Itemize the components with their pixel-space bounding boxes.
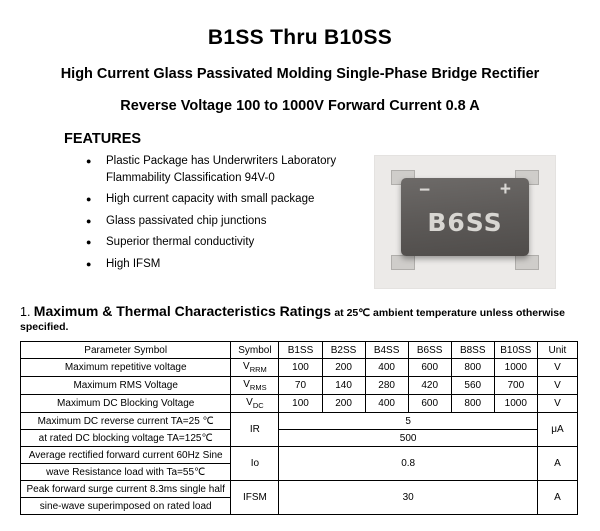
column-header: B1SS: [279, 342, 322, 359]
list-item: [86, 153, 344, 186]
plus-polarity-icon: +: [499, 179, 511, 200]
parameter-cell: wave Resistance load with Ta=55℃: [21, 464, 231, 481]
section-number: 1.: [20, 305, 31, 319]
feature-line: ● Plastic Package has Underwriters Laboratory: [106, 155, 337, 167]
features-and-photo: [14, 153, 586, 289]
value-cell: 100: [279, 359, 322, 377]
parameter-cell: at rated DC blocking voltage TA=125℃: [21, 430, 231, 447]
list-item: [86, 256, 344, 273]
symbol-cell: IR: [231, 413, 279, 447]
value-cell: 700: [494, 377, 537, 395]
symbol-cell: IFSM: [231, 481, 279, 515]
column-header: B6SS: [408, 342, 451, 359]
minus-polarity-icon: −: [419, 180, 431, 201]
value-cell: 600: [408, 395, 451, 413]
column-header: B2SS: [322, 342, 365, 359]
features-heading: FEATURES: [64, 131, 142, 147]
parameter-cell: Maximum DC Blocking Voltage: [21, 395, 231, 413]
value-cell: 560: [451, 377, 494, 395]
value-cell: 800: [451, 395, 494, 413]
value-cell: 420: [408, 377, 451, 395]
parameter-cell: Maximum RMS Voltage: [21, 377, 231, 395]
parameter-cell: sine-wave superimposed on rated load: [21, 498, 231, 515]
feature-line: Flammability Classification 94V-0: [106, 171, 275, 184]
page-title: B1SS Thru B10SS: [207, 26, 393, 49]
value-cell: 140: [322, 377, 365, 395]
page-subtitle-ratings: Reverse Voltage 100 to 1000V Forward Current 0.8 A: [120, 98, 480, 114]
symbol-cell: [231, 359, 279, 377]
unit-cell: μA: [537, 413, 577, 447]
product-photo-wrap: [344, 153, 586, 289]
unit-cell: A: [537, 481, 577, 515]
features-list: [86, 153, 344, 272]
value-cell: 1000: [494, 395, 537, 413]
list-item: [86, 213, 344, 230]
feature-line: ● Glass passivated chip junctions: [106, 214, 267, 227]
unit-cell: V: [537, 377, 577, 395]
column-header: Unit: [537, 342, 577, 359]
value-cell: 400: [365, 395, 408, 413]
symbol-text: V: [246, 397, 253, 408]
section-title: Maximum & Thermal Characteristics Ratings: [33, 303, 331, 319]
table-row: [21, 413, 578, 430]
page-subtitle: High Current Glass Passivated Molding Single-Phase Bridge Rectifier: [60, 66, 540, 82]
parameter-cell: Average rectified forward current 60Hz Sine: [21, 447, 231, 464]
value-cell-span: 500: [279, 430, 537, 447]
column-header: Parameter Symbol: [21, 342, 231, 359]
column-header: Symbol: [231, 342, 279, 359]
column-header: B8SS: [451, 342, 494, 359]
value-cell: 200: [322, 395, 365, 413]
value-cell-span: 0.8: [279, 447, 537, 481]
feature-line: ● Superior thermal conductivity: [106, 236, 255, 248]
value-cell-span: 5: [279, 413, 537, 430]
section-heading: [20, 303, 586, 333]
lead-pin-icon: [515, 255, 539, 270]
table-header-row: [21, 342, 578, 359]
unit-cell: A: [537, 447, 577, 481]
symbol-text: V: [243, 379, 250, 390]
table-row: [21, 481, 578, 498]
column-header: B10SS: [494, 342, 537, 359]
table-row: [21, 447, 578, 464]
value-cell: 100: [279, 395, 322, 413]
feature-line: ● High IFSM: [106, 257, 161, 270]
symbol-text: V: [243, 361, 250, 372]
datasheet-page: [0, 26, 600, 531]
product-photo: [374, 155, 556, 289]
chip-body: [401, 178, 529, 256]
table-row: [21, 430, 578, 447]
section-note: at 25℃ ambient temperature unless otherwise specified.: [20, 307, 565, 333]
lead-pin-icon: [391, 255, 415, 270]
column-header: B4SS: [365, 342, 408, 359]
chip-marking: B6SS: [427, 208, 503, 237]
symbol-subscript: RMS: [249, 383, 267, 392]
symbol-cell: Io: [231, 447, 279, 481]
list-item: [86, 234, 344, 251]
parameter-cell: Maximum repetitive voltage: [21, 359, 231, 377]
parameter-cell: Maximum DC reverse current TA=25 ℃: [21, 413, 231, 430]
value-cell: 800: [451, 359, 494, 377]
specifications-table: [20, 341, 578, 515]
value-cell: 70: [279, 377, 322, 395]
symbol-subscript: DC: [252, 401, 264, 410]
table-row: [21, 395, 578, 413]
value-cell: 200: [322, 359, 365, 377]
feature-line: ● High current capacity with small package: [106, 193, 315, 205]
parameter-cell: Peak forward surge current 8.3ms single half: [21, 481, 231, 498]
value-cell: 280: [365, 377, 408, 395]
list-item: [86, 191, 344, 208]
table-row: [21, 359, 578, 377]
value-cell: 400: [365, 359, 408, 377]
value-cell: 600: [408, 359, 451, 377]
table-row: [21, 377, 578, 395]
features-list-wrap: [14, 153, 344, 277]
symbol-cell: [231, 395, 279, 413]
value-cell: 1000: [494, 359, 537, 377]
value-cell-span: 30: [279, 481, 537, 515]
unit-cell: V: [537, 359, 577, 377]
symbol-subscript: RRM: [249, 365, 267, 374]
unit-cell: V: [537, 395, 577, 413]
symbol-cell: [231, 377, 279, 395]
